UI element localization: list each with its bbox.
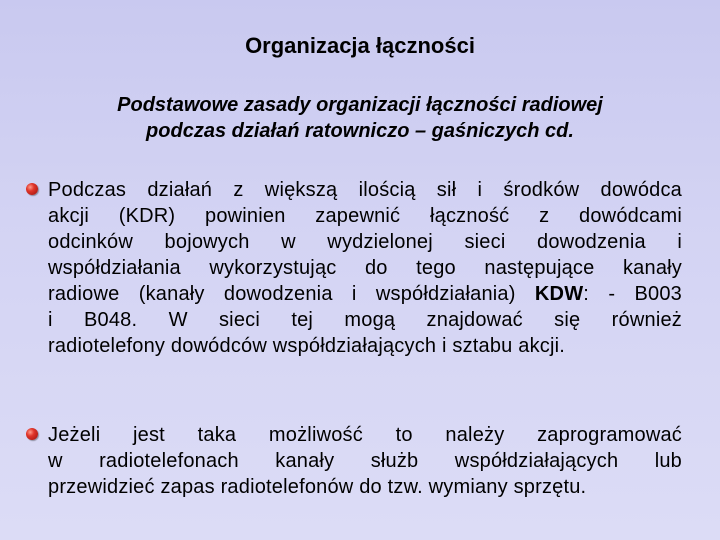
- subtitle-line-1: Podstawowe zasady organizacji łączności radiowej: [117, 94, 603, 116]
- bullet-1-line-5-post: : - B003: [583, 283, 682, 305]
- bullet-1-line-5: [48, 281, 682, 307]
- bullet-icon: [26, 428, 38, 440]
- slide-title: Organizacja łączności: [245, 33, 475, 58]
- bullet-icon: [26, 183, 38, 195]
- bullet-2-line-2: w radiotelefonach kanały służb współdziałających lub: [48, 450, 682, 472]
- bullet-1-line-5-pre: radiowe (kanały dowodzenia i współdziałania): [48, 283, 535, 305]
- bullet-1-line-1: Podczas działań z większą ilością sił i środków dowódca: [48, 179, 682, 201]
- bullet-text-1: [48, 177, 682, 359]
- bullet-2-line-1: Jeżeli jest taka możliwość to należy zaprogramować: [48, 424, 682, 446]
- subtitle-line-2: podczas działań ratowniczo – gaśniczych cd.: [146, 120, 574, 142]
- kdw-label: KDW: [534, 283, 584, 305]
- bullet-text-2: [48, 422, 682, 500]
- bullet-2-line-3: przewidzieć zapas radiotelefonów do tzw. wymiany sprzętu.: [48, 476, 587, 498]
- bullet-1-line-7: radiotelefony dowódców współdziałających i sztabu akcji.: [48, 335, 566, 357]
- bullet-1-line-4: współdziałania wykorzystując do tego następujące kanały: [48, 257, 682, 279]
- bullet-1-line-2: akcji (KDR) powinien zapewnić łączność z dowódcami: [48, 205, 682, 227]
- bullet-1-line-3: odcinków bojowych w wydzielonej sieci dowodzenia i: [48, 231, 682, 253]
- bullet-1-line-6: i B048. W sieci tej mogą znajdować się również: [48, 309, 682, 331]
- slide-subtitle: [40, 92, 680, 144]
